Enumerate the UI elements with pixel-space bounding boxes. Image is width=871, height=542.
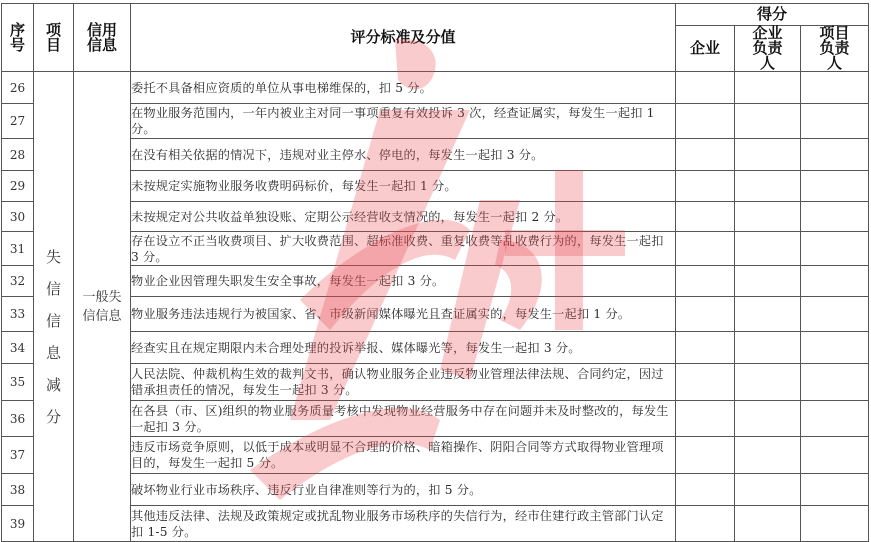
- score-company-head-cell[interactable]: [735, 401, 801, 437]
- row-number: 29: [2, 171, 34, 202]
- score-company-head-cell[interactable]: [735, 266, 801, 297]
- row-number: 26: [2, 72, 34, 104]
- score-company-head-cell[interactable]: [735, 202, 801, 232]
- score-company-cell[interactable]: [676, 139, 735, 171]
- score-company-cell[interactable]: [676, 506, 735, 542]
- score-company-head-cell[interactable]: [735, 72, 801, 104]
- header-credit-info: 信用信息: [74, 4, 131, 72]
- score-company-head-cell[interactable]: [735, 104, 801, 139]
- score-company-cell[interactable]: [676, 232, 735, 266]
- row-number: 38: [2, 474, 34, 506]
- table-row: [2, 171, 869, 202]
- row-number: 32: [2, 266, 34, 297]
- score-company-head-cell[interactable]: [735, 232, 801, 266]
- criteria-text: 其他违反法律、法规及政策规定或扰乱物业服务市场秩序的失信行为，经市住建行政主管部门认定扣 1-5 分。: [131, 506, 676, 542]
- score-company-cell[interactable]: [676, 202, 735, 232]
- score-project-head-cell[interactable]: [801, 332, 869, 364]
- row-number: 35: [2, 364, 34, 401]
- table-row: [2, 474, 869, 506]
- score-project-head-cell[interactable]: [801, 202, 869, 232]
- score-project-head-cell[interactable]: [801, 437, 869, 474]
- score-project-head-cell[interactable]: [801, 401, 869, 437]
- score-project-head-cell[interactable]: [801, 364, 869, 401]
- score-company-head-cell[interactable]: [735, 171, 801, 202]
- score-company-cell[interactable]: [676, 332, 735, 364]
- score-project-head-cell[interactable]: [801, 104, 869, 139]
- table-row: [2, 232, 869, 266]
- criteria-text: 在物业服务范围内，一年内被业主对同一事项重复有效投诉 3 次，经查证属实，每发生一起扣 1 分。: [131, 104, 676, 139]
- row-number: 31: [2, 232, 34, 266]
- criteria-text: 在各县（市、区)组织的物业服务质量考核中发现物业经营服务中存在问题并未及时整改的，每发生一起扣 3 分。: [131, 401, 676, 437]
- table-row: [2, 266, 869, 297]
- score-project-head-cell[interactable]: [801, 297, 869, 332]
- table-row: [2, 104, 869, 139]
- score-company-head-cell[interactable]: [735, 332, 801, 364]
- row-number: 33: [2, 297, 34, 332]
- scoring-table: [1, 3, 869, 542]
- score-company-cell[interactable]: [676, 364, 735, 401]
- score-company-cell[interactable]: [676, 437, 735, 474]
- criteria-text: 委托不具备相应资质的单位从事电梯维保的，扣 5 分。: [131, 72, 676, 104]
- row-number: 36: [2, 401, 34, 437]
- header-score-company: 企业: [676, 26, 735, 72]
- criteria-text: 在没有相关依据的情况下，违规对业主停水、停电的，每发生一起扣 3 分。: [131, 139, 676, 171]
- row-number: 37: [2, 437, 34, 474]
- table-row: [2, 506, 869, 542]
- score-project-head-cell[interactable]: [801, 506, 869, 542]
- score-project-head-cell[interactable]: [801, 266, 869, 297]
- criteria-text: 破坏物业行业市场秩序、违反行业自律准则等行为的，扣 5 分。: [131, 474, 676, 506]
- criteria-text: 违反市场竞争原则，以低于成本或明显不合理的价格、暗箱操作、阴阳合同等方式取得物业管理项目的，每发生一起扣 5 分。: [131, 437, 676, 474]
- score-project-head-cell[interactable]: [801, 139, 869, 171]
- row-number: 30: [2, 202, 34, 232]
- table-row: [2, 332, 869, 364]
- table-row: [2, 364, 869, 401]
- header-score-project-head: 项目负责人: [801, 26, 869, 72]
- table-row: [2, 401, 869, 437]
- score-company-cell[interactable]: [676, 72, 735, 104]
- score-company-cell[interactable]: [676, 171, 735, 202]
- criteria-text: 物业服务违法违规行为被国家、省、市级新闻媒体曝光且查证属实的，每发生一起扣 1 分。: [131, 297, 676, 332]
- criteria-text: 物业企业因管理失职发生安全事故，每发生一起扣 3 分。: [131, 266, 676, 297]
- table-row: [2, 139, 869, 171]
- score-company-cell[interactable]: [676, 104, 735, 139]
- header-criteria: 评分标准及分值: [131, 4, 676, 72]
- table-row: [2, 202, 869, 232]
- table-row: [2, 297, 869, 332]
- score-company-head-cell[interactable]: [735, 297, 801, 332]
- criteria-text: 未按规定实施物业服务收费明码标价，每发生一起扣 1 分。: [131, 171, 676, 202]
- header-score-group: 得分: [676, 4, 869, 26]
- score-company-cell[interactable]: [676, 297, 735, 332]
- score-company-cell[interactable]: [676, 266, 735, 297]
- score-company-head-cell[interactable]: [735, 139, 801, 171]
- score-company-cell[interactable]: [676, 474, 735, 506]
- criteria-text: 经查实且在规定期限内未合理处理的投诉举报、媒体曝光等，每发生一起扣 3 分。: [131, 332, 676, 364]
- row-number: 39: [2, 506, 34, 542]
- criteria-text: 人民法院、仲裁机构生效的裁判文书，确认物业服务企业违反物业管理法律法规、合同约定，因过错承担责任的情况，每发生一起扣 3 分。: [131, 364, 676, 401]
- score-project-head-cell[interactable]: [801, 171, 869, 202]
- score-company-head-cell[interactable]: [735, 437, 801, 474]
- table-row: [2, 437, 869, 474]
- row-number: 27: [2, 104, 34, 139]
- score-company-head-cell[interactable]: [735, 474, 801, 506]
- score-project-head-cell[interactable]: [801, 474, 869, 506]
- criteria-text: 存在设立不正当收费项目、扩大收费范围、超标准收费、重复收费等乱收费行为的，每发生一起扣 3 分。: [131, 232, 676, 266]
- criteria-text: 未按规定对公共收益单独设账、定期公示经营收支情况的，每发生一起扣 2 分。: [131, 202, 676, 232]
- credit-info-category: 一般失信信息: [74, 72, 131, 542]
- row-number: 34: [2, 332, 34, 364]
- score-company-cell[interactable]: [676, 401, 735, 437]
- header-score-company-head: 企业负责人: [735, 26, 801, 72]
- row-number: 28: [2, 139, 34, 171]
- table-row: [2, 72, 869, 104]
- score-company-head-cell[interactable]: [735, 506, 801, 542]
- score-project-head-cell[interactable]: [801, 232, 869, 266]
- item-category: 失 信 信 息 减 分: [34, 72, 74, 542]
- score-project-head-cell[interactable]: [801, 72, 869, 104]
- header-item: 项目: [34, 4, 74, 72]
- score-company-head-cell[interactable]: [735, 364, 801, 401]
- header-seq: 序号: [2, 4, 34, 72]
